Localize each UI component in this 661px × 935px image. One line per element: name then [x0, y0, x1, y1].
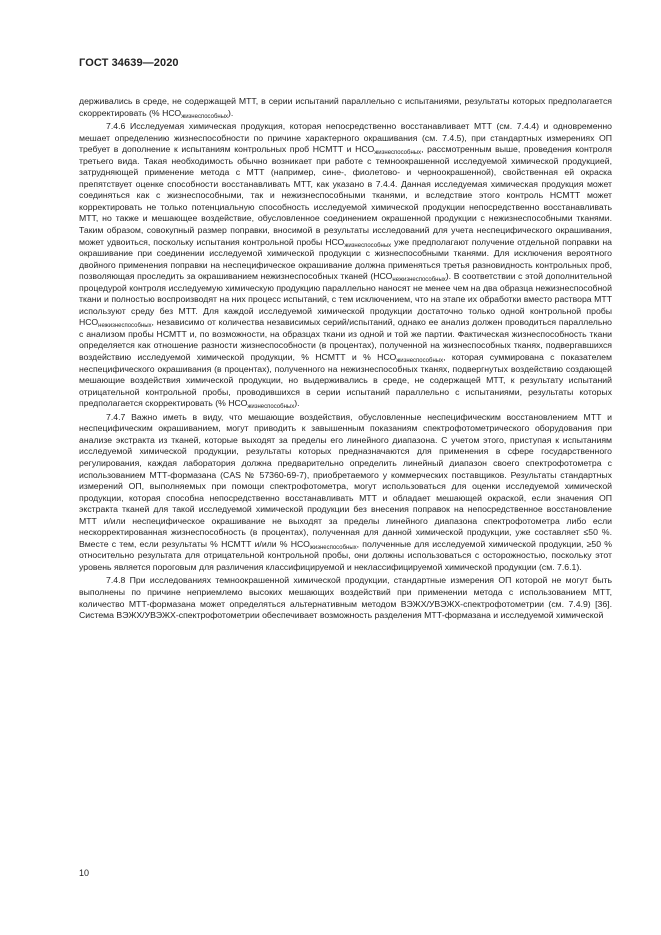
document-header: ГОСТ 34639—2020 [79, 57, 179, 69]
subscript: жизнеспособных [396, 358, 444, 365]
subscript: жизнеспособных [344, 242, 392, 249]
paragraph-7-4-7: 7.4.7 Важно иметь в виду, что мешающие воздействия, обусловленные неспецифическим восстановлением МТТ и неспецифическим окрашиванием, могут приводить к завышенным показаниям спектрофотометрического оборудования при анализе экстракта из тканей, которые выходят за пределы его линейного диапазона. С учетом этого, приступая к испытаниям исследуемой химической продукции, результаты которых предназначаются для применения в сфере государственного регулирования, каждая лаборатория должна предварительно определить линейный диапазон своего спектрофотометра с использованием МТТ-формазана (CAS № 57360-69-7), приобретаемого у коммерческих поставщиков. Результаты стандартных измерений ОП, выполняемых при помощи спектрофотометра, могут использоваться для оценки исследуемой химической продукции, которая способна непосредственно восстанавливать МТТ и обладает мешающей окраской, если значения ОП экстракта тканей для такой исследуемой химической продукции без внесения поправок на непосредственное восстановление МТТ и/или неспецифическое окрашивание не выходят за пределы линейного диапазона спектрофотометра либо если нескорректированная жизнеспособность (в процентах), полученная для данной химической продукции, уже составляет ≤50 %. Вместе с тем, если результаты % НСМТТ и/или % $НСО_{жизнеспособных}$, полученные для исследуемой химической продукции, ≥50 % относительно результата для отрицательной контрольной пробы, они должны использоваться с осторожностью, поскольку этот уровень является пороговым для различения классифицируемой и неклассифицируемой химической продукции (см. 7.6.1). [79, 411, 612, 572]
document-body [79, 96, 612, 622]
subscript: нежизнеспособных [98, 323, 152, 330]
subscript: жизнеспособных [309, 544, 357, 551]
subscript: нежизнеспособных [392, 277, 446, 284]
paragraph-continuation: держивались в среде, не содержащей МТТ, в серии испытаний параллельно с испытаниями, результаты которых предполагается скорректировать (% $НСО_{жизнеспособных}$). [79, 96, 612, 120]
paragraph-7-4-8: 7.4.8 При исследованиях темноокрашенной химической продукции, стандартные измерения ОП которой не могут быть выполнены по причине неприемлемо высоких мешающих воздействий при применении метода с использованием МТТ, количество МТТ-формазана может определяться альтернативным методом ВЭЖХ/УВЭЖХ-спектрофотометрии (см. 7.4.9) [36]. Система ВЭЖХ/УВЭЖХ-спектрофотометрии обеспечивает возможность разделения МТТ-формазана и исследуемой химической [79, 575, 612, 621]
subscript: жизнеспособных [181, 113, 229, 120]
page-number: 10 [79, 868, 90, 878]
subscript: жизнеспособных [247, 404, 295, 411]
subscript: жизнеспособных [374, 150, 422, 157]
paragraph-7-4-6: 7.4.6 Исследуемая химическая продукция, которая непосредственно восстанавливает МТТ (см. 7.4.4) и одновременно мешает определению жизнеспособности по причине характерного окрашивания (см. 7.4.5), при стандартных измерениях ОП требует в дополнение к испытаниям контрольных проб НСМТТ и $НСО_{жизнеспособных}$, рассмотренным выше, проведения контроля третьего вида. Такая необходимость обычно возникает при работе с темноокрашенной исследуемой химической продукцией, затрудняющей применение метода с МТТ (например, сине-, фиолетово- и черноокрашенной), свойственная ей окраска препятствует оценке способности восстанавливать МТТ, как указано в 7.4.4. Данная исследуемая химическая продукция может соединяться как с жизнеспособными, так и нежизнеспособными тканями, и вследствие этого контроль НСМТТ может корректировать не только потенциальную способность исследуемой химической продукции непосредственно восстанавливать МТТ, но также и мешающее воздействие, обусловленное соединением окрашенной продукции с нежизнеспособными тканями. Таким образом, совокупный размер поправки, вносимой в результаты исследований для учета неспецифического окрашивания, может удвоиться, поскольку испытания контрольной пробы $НСО_{жизнеспособных}$ уже предполагают получение отдельной поправки на окрашивание при соединении исследуемой химической продукции с жизнеспособными тканями. Для исключения вероятного двойного применения поправки на неспецифическое окрашивание должна применяться третья разновидность контрольных проб, позволяющая проследить за окрашиванием нежизнеспособных тканей $(НСО_{нежизнеспособных})$. В соответствии с этой дополнительной процедурой контроля исследуемую химическую продукцию параллельно наносят не менее чем на два образца нежизнеспособной ткани и полностью воспроизводят на них процесс испытаний, с тем исключением, что на этапе их обработки вместо раствора МТТ используют среду без МТТ. Для каждой исследуемой химической продукции достаточно только одной контрольной пробы $НСО_{нежизнеспособных}$, независимо от количества независимых серий/испытаний, однако ее анализ должен проводиться параллельно с анализом пробы НСМТТ и, по возможности, на образцах ткани из одной и той же партии. Фактическая жизнеспособность ткани определяется как отношение разности жизнеспособности (в процентах), полученной на жизнеспособных тканях, подвергавшихся воздействию исследуемой химической продукции, % НСМТТ и % $НСО_{жизнеспособных}$, которая суммирована с показателем неспецифического окрашивания (в процентах), полученного на нежизнеспособных тканях, подвергнутых воздействию создающей мешающие воздействия химической продукции, но выдерживались в среде, не содержащей МТТ, к результату испытаний отрицательной контрольной пробы, проводившихся в серии испытаний параллельно с испытаниями, результаты которых предполагается скорректировать (% $НСО_{жизнеспособных}$). [79, 121, 613, 411]
